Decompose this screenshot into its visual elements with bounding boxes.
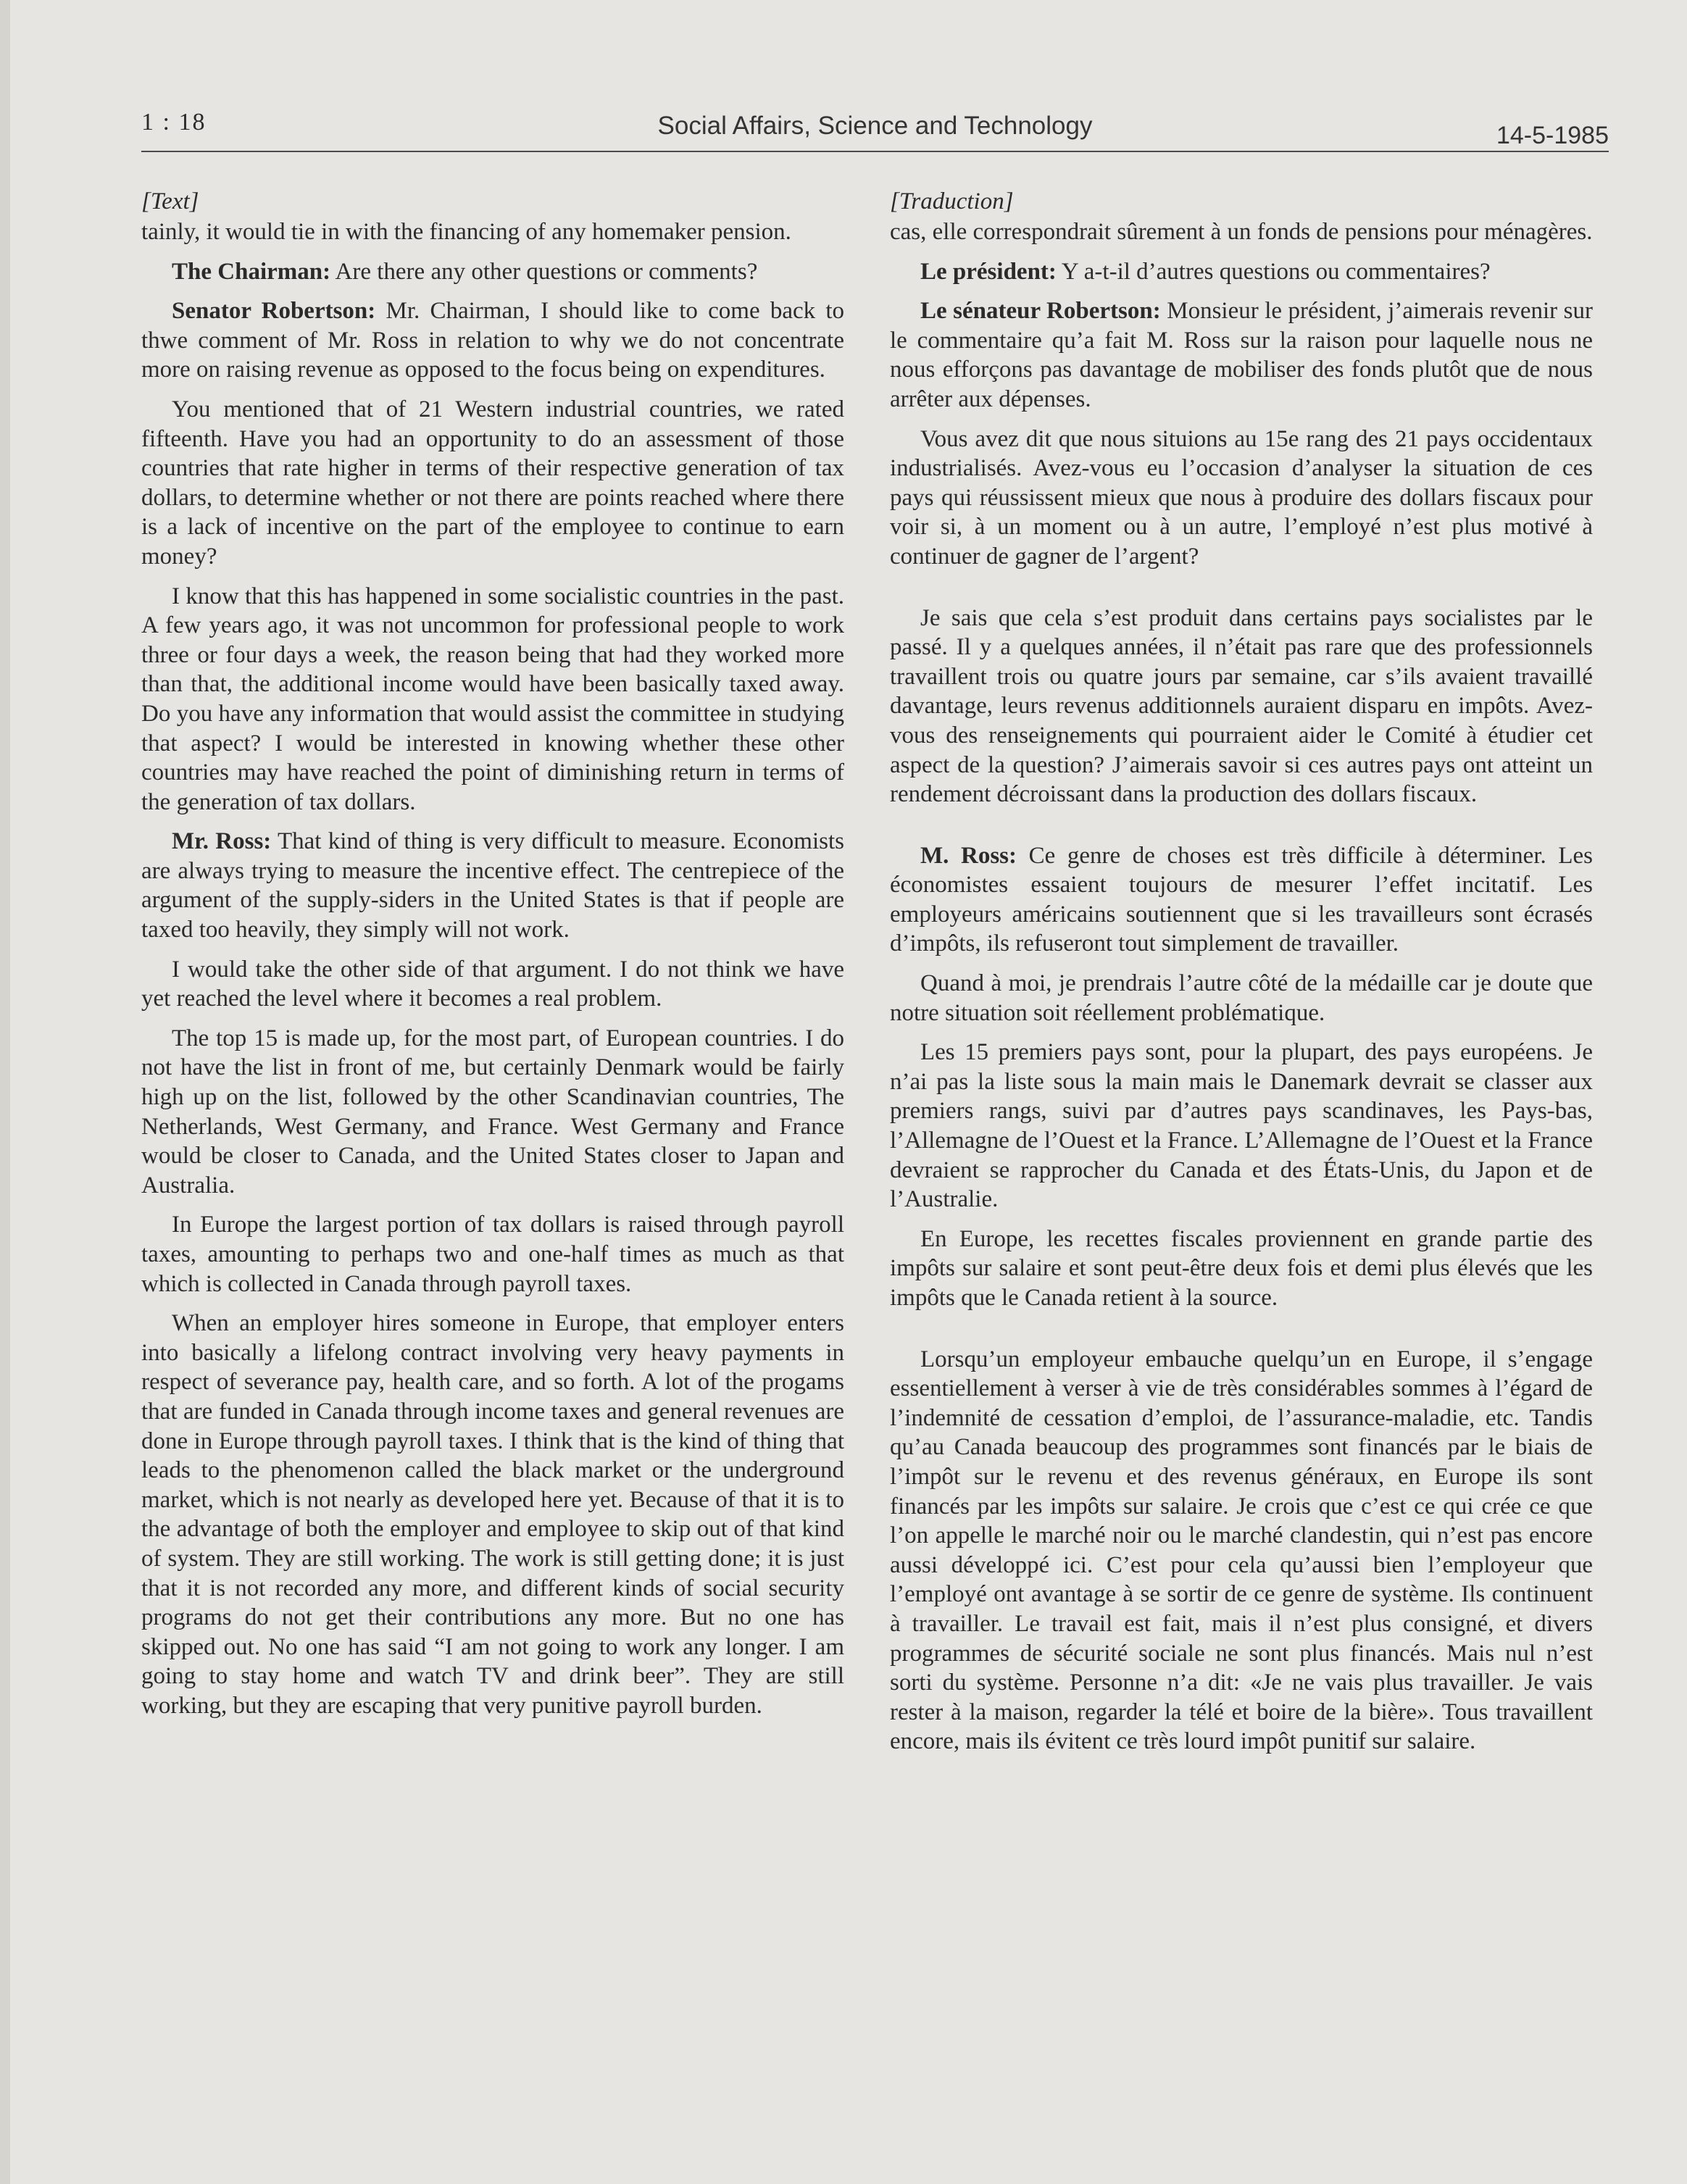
paragraph: The top 15 is made up, for the most part, of European countries. I do not have the list in front of me, but certainly Denmark would be fairly high up on the list, followed by the other Scandinavian countries, The Netherlands, West Germany, and France. West Germany and France would be closer to Canada, and the United States closer to Japan and Australia.: [141, 1025, 844, 1199]
paragraph: cas, elle correspondrait sûrement à un fonds de pensions pour ménagères.: [890, 219, 1593, 245]
paragraph: Lorsqu’un employeur embauche quelqu’un en Europe, il s’engage essentiellement à verser à vie de très considérables sommes à l’égard de l’indemnité de cessation d’emploi, de l’assurance-maladie, etc. Tandis qu’au Canada beaucoup des programmes sont financés par le biais de l’impôt sur le revenu et des revenus généraux, en Europe ils sont financés par les impôts sur salaire. Je crois que c’est ce qui crée ce que l’on appelle le marché noir ou le marché clandestin, qui n’est pas encore aussi développé ici. C’est pour cela qu’aussi bien l’employeur que l’employé ont avantage à se sortir de ce genre de système. Ils continuent à travailler. Le travail est fait, mais il n’est plus consigné, et divers programmes de sécurité sociale ne sont plus financés. Mais nul n’est sorti du système. Personne n’a dit: «Je ne vais plus travailler. Je vais rester à la maison, regarder la télé et boire de la bière». Tous travaillent encore, mais ils évitent ce très lourd impôt punitif sur salaire.: [890, 1346, 1593, 1755]
header-rule: [141, 151, 1609, 152]
header-date: 14-5-1985: [1496, 122, 1609, 149]
paragraph: Senator Robertson: Mr. Chairman, I should like to come back to thwe comment of Mr. Ross in relation to why we do not concentrate more on raising revenue as opposed to the focus being on expenditures.: [141, 298, 845, 383]
speaker-name: Le sénateur Robertson:: [920, 298, 1161, 325]
column-label: [Text]: [141, 188, 199, 214]
paragraph: En Europe, les recettes fiscales proviennent en grande partie des impôts sur salaire et sont peut-être deux fois et demi plus élevés que les impôts que le Canada retient à la source.: [890, 1225, 1593, 1311]
paragraph: Quand à moi, je prendrais l’autre côté de la médaille car je doute que notre situation soit réellement problématique.: [890, 970, 1593, 1026]
paragraph: Vous avez dit que nous situions au 15e rang des 21 pays occidentaux industrialisés. Avez-vous eu l’occasion d’analyser la situation de ces pays qui réussissent mieux que nous à produire des dollars fiscaux pour voir si, à un moment ou à un autre, l’employé n’est plus motivé à continuer de gagner de l’argent?: [890, 425, 1593, 570]
speaker-name: M. Ross:: [920, 842, 1017, 869]
paragraph: The Chairman: Are there any other questions or comments?: [172, 258, 758, 285]
paragraph: In Europe the largest portion of tax dollars is raised through payroll taxes, amounting to perhaps two and one-half times as much as that which is collected in Canada through payroll taxes.: [141, 1212, 844, 1297]
paragraph: I know that this has happened in some socialistic countries in the past. A few years ago, it was not uncommon for professional people to work three or four days a week, the reason being that had they worked more than that, the additional income would have been basically taxed away. Do you have any information that would assist the committee in studying that aspect? I would be interested in knowing whether these other countries may have reached the point of diminishing return in terms of the generation of tax dollars.: [141, 583, 844, 815]
paragraph: Le président: Y a-t-il d’autres questions ou commentaires?: [920, 258, 1491, 285]
speaker-name: Senator Robertson:: [172, 298, 376, 325]
paragraph: Mr. Ross: That kind of thing is very difficult to measure. Economists are always trying to measure the incentive effect. The centrepiece of the argument of the supply-siders in the United States is that if people are taxed too heavily, they simply will not work.: [141, 828, 845, 943]
french-column: [890, 187, 1593, 1767]
page-number: 1 : 18: [141, 109, 207, 136]
paragraph: You mentioned that of 21 Western industrial countries, we rated fifteenth. Have you had an opportunity to do an assessment of those countries that rate higher in terms of their respective generation of tax dollars, to determine whether or not there are points reached where there is a lack of incentive on the part of the employee to continue to earn money?: [141, 396, 844, 570]
paragraph: I would take the other side of that argument. I do not think we have yet reached the level where it becomes a real problem.: [141, 956, 844, 1012]
paragraph: Je sais que cela s’est produit dans certains pays socialistes par le passé. Il y a quelques années, il n’était pas rare que des professionnels travaillent trois ou quatre jours par semaine, car s’ils avaient travaillé davantage, leurs revenus additionnels auraient disparu en impôts. Avez-vous des renseignements qui pourraient aider le Comité à étudier cet aspect de la question? J’aimerais savoir si ces autres pays ont atteint un rendement décroissant dans la production des dollars fiscaux.: [890, 604, 1593, 808]
paragraph: tainly, it would tie in with the financing of any homemaker pension.: [141, 219, 791, 245]
speaker-name: Mr. Ross:: [172, 828, 272, 855]
paragraph: Le sénateur Robertson: Monsieur le président, j’aimerais revenir sur le commentaire qu’a fait M. Ross sur la raison pour laquelle nous ne nous efforçons pas davantage de mobiliser des fonds plutôt que de nous arrêter aux dépenses.: [890, 298, 1593, 412]
page-header: [141, 109, 1609, 152]
speaker-name: Le président:: [920, 258, 1057, 285]
paragraph: Les 15 premiers pays sont, pour la plupart, des pays européens. Je n’ai pas la liste sous la main mais le Danemark devrait se classer aux premiers rangs, suivi par d’autres pays scandinaves, les Pays-bas, l’Allemagne de l’Ouest et la France. L’Allemagne de l’Ouest et la France devraient se rapprocher du Canada et des États-Unis, du Japon et de l’Australie.: [890, 1039, 1593, 1213]
paragraph: When an employer hires someone in Europe, that employer enters into basically a lifelong contract involving very heavy payments in respect of severance pay, health care, and so forth. A lot of the progams that are funded in Canada through income taxes and general revenues are done in Europe through payroll taxes. I think that is the kind of thing that leads to the phenomenon called the black market or the underground market, which is not nearly as developed here yet. Because of that it is to the advantage of both the employer and employee to skip out of that kind of system. They are still working. The work is still getting done; it is just that it is not recorded any more, and different kinds of social security programs do not get their contributions any more. But no one has skipped out. No one has said “I am not going to work any longer. I am going to stay home and watch TV and drink beer”. They are still working, but they are escaping that very punitive payroll burden.: [141, 1310, 844, 1719]
paragraph: M. Ross: Ce genre de choses est très difficile à déterminer. Les économistes essaient toujours de mesurer l’effet incitatif. Les employeurs américains soutiennent que si les travailleurs sont écrasés d’impôts, ils refuseront tout simplement de travailler.: [890, 842, 1593, 957]
column-label: [Traduction]: [890, 188, 1014, 214]
speaker-name: The Chairman:: [172, 258, 331, 285]
english-column: [141, 187, 844, 1731]
page-binding-edge: [0, 0, 10, 2184]
running-title: Social Affairs, Science and Technology: [657, 112, 1093, 140]
